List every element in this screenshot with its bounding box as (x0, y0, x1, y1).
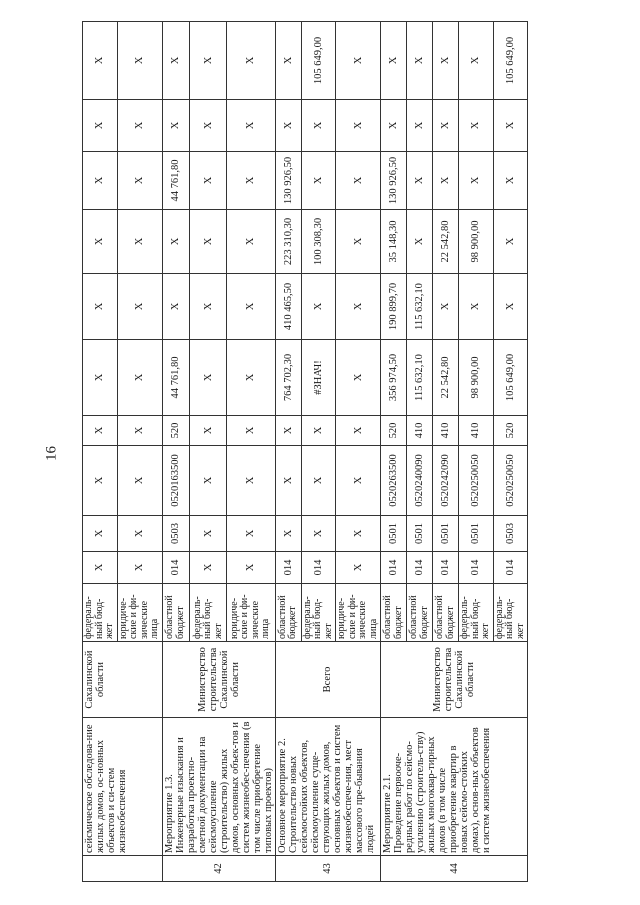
grbs-code: 014 (381, 552, 407, 584)
total-amount: X (117, 340, 162, 416)
amount-2014: X (301, 274, 336, 340)
amount-2014: X (493, 274, 528, 340)
amount-2015: X (493, 210, 528, 274)
target-article-code: X (83, 446, 118, 516)
grbs-code: X (117, 552, 162, 584)
expense-type-code: X (301, 416, 336, 446)
amount-2016: X (336, 152, 381, 210)
total-amount: #ЗНАЧ! (301, 340, 336, 416)
target-article-code: 0520240090 (407, 446, 433, 516)
section-code: 0501 (459, 516, 494, 552)
executor: Сахалинской области (83, 642, 163, 718)
rotated-budget-table-container (82, 22, 582, 882)
measure-name: Мероприятие 2.1. Проведение первооче-редных работ по сейсмо-усилению (строитель-ству) жилых многоквар-тирных домов (в том числе приобретение квартир в новых сейсмо-стойких домах), основ-ных объектов и систем жизнеобеспечения (381, 718, 528, 856)
grbs-code: 014 (162, 552, 190, 584)
target-article-code: 0520250050 (493, 446, 528, 516)
funding-source: федераль-ный бюд-жет (301, 584, 336, 642)
amount-2018: X (162, 22, 190, 100)
target-article-code: X (336, 446, 381, 516)
table-row (381, 22, 407, 882)
amount-2014: X (227, 274, 275, 340)
section-code: X (301, 516, 336, 552)
amount-2014: X (117, 274, 162, 340)
amount-2017: X (407, 100, 433, 152)
amount-2015: X (117, 210, 162, 274)
expense-type-code: 520 (493, 416, 528, 446)
total-amount: 98 900,00 (459, 340, 494, 416)
amount-2016: X (117, 152, 162, 210)
amount-2018: 105 649,00 (493, 22, 528, 100)
grbs-code: X (190, 552, 227, 584)
funding-source: областной бюджет (407, 584, 433, 642)
amount-2018: X (433, 22, 459, 100)
amount-2015: X (83, 210, 118, 274)
grbs-code: 014 (459, 552, 494, 584)
section-code: 0501 (407, 516, 433, 552)
amount-2016: 44 761,80 (162, 152, 190, 210)
grbs-code: X (227, 552, 275, 584)
amount-2015: 100 308,30 (301, 210, 336, 274)
amount-2015: X (190, 210, 227, 274)
target-article-code: X (190, 446, 227, 516)
amount-2015: X (227, 210, 275, 274)
grbs-code: 014 (433, 552, 459, 584)
total-amount: X (227, 340, 275, 416)
amount-2018: X (381, 22, 407, 100)
amount-2014: X (83, 274, 118, 340)
amount-2014: X (336, 274, 381, 340)
funding-source: областной бюджет (433, 584, 459, 642)
expense-type-code: X (275, 416, 301, 446)
target-article-code: X (117, 446, 162, 516)
funding-source: федераль-ный бюд-жет (493, 584, 528, 642)
section-code: 0503 (162, 516, 190, 552)
amount-2018: X (459, 22, 494, 100)
target-article-code: X (227, 446, 275, 516)
page-number: 16 (43, 446, 60, 461)
expense-type-code: 410 (433, 416, 459, 446)
amount-2018: X (190, 22, 227, 100)
amount-2015: 98 900,00 (459, 210, 494, 274)
amount-2018: 105 649,00 (301, 22, 336, 100)
section-code: 0501 (381, 516, 407, 552)
measure-name: сейсмическое обследова-ние жилых домов, ос-новных объектов и си-стем жизнеобеспечения (83, 718, 163, 856)
amount-2017: X (83, 100, 118, 152)
grbs-code: 014 (275, 552, 301, 584)
amount-2017: X (381, 100, 407, 152)
budget-table (82, 21, 528, 882)
section-code: X (275, 516, 301, 552)
amount-2018: X (336, 22, 381, 100)
target-article-code: 0520242090 (433, 446, 459, 516)
amount-2016: X (301, 152, 336, 210)
section-code: 0501 (433, 516, 459, 552)
target-article-code: X (301, 446, 336, 516)
executor: Министерство строительства Сахалинской области (381, 642, 528, 718)
total-amount: 22 542,80 (433, 340, 459, 416)
funding-source: областной бюджет (381, 584, 407, 642)
expense-type-code: 520 (162, 416, 190, 446)
row-number: 44 (381, 856, 528, 882)
amount-2016: X (493, 152, 528, 210)
amount-2015: 22 542,80 (433, 210, 459, 274)
total-amount: 764 702,30 (275, 340, 301, 416)
total-amount: 44 761,80 (162, 340, 190, 416)
row-number: 42 (162, 856, 275, 882)
amount-2016: X (459, 152, 494, 210)
amount-2014: X (433, 274, 459, 340)
funding-source: юридиче-ские и фи-зические лица (227, 584, 275, 642)
amount-2018: X (227, 22, 275, 100)
total-amount: 115 632,10 (407, 340, 433, 416)
table-row (162, 22, 190, 882)
funding-source: областной бюджет (275, 584, 301, 642)
amount-2017: X (227, 100, 275, 152)
measure-name: Мероприятие 1.3. Инженерные изыскания и разработка проектно-сметной документации на сейсмоусиление (строительство) жилых домов, основных объек-тов и систем жизнеобес-печения (в том числе приобретение типовых проектов) (162, 718, 275, 856)
funding-source: федераль-ный бюд-жет (190, 584, 227, 642)
amount-2017: X (336, 100, 381, 152)
amount-2018: X (407, 22, 433, 100)
table-row (83, 22, 118, 882)
section-code: X (227, 516, 275, 552)
amount-2017: X (301, 100, 336, 152)
grbs-code: 014 (301, 552, 336, 584)
target-article-code: 0520263500 (381, 446, 407, 516)
row-number: 43 (275, 856, 381, 882)
total-amount: 356 974,50 (381, 340, 407, 416)
amount-2018: X (275, 22, 301, 100)
amount-2015: 35 148,30 (381, 210, 407, 274)
expense-type-code: X (336, 416, 381, 446)
grbs-code: 014 (493, 552, 528, 584)
funding-source: юридиче-ские и фи-зические лица (336, 584, 381, 642)
amount-2014: 190 899,70 (381, 274, 407, 340)
amount-2017: X (493, 100, 528, 152)
funding-source: областной бюджет (162, 584, 190, 642)
total-amount: X (190, 340, 227, 416)
total-amount: X (83, 340, 118, 416)
target-article-code: 0520163500 (162, 446, 190, 516)
amount-2015: 223 310,30 (275, 210, 301, 274)
amount-2016: X (83, 152, 118, 210)
target-article-code: 0520250050 (459, 446, 494, 516)
row-number (83, 856, 163, 882)
expense-type-code: X (190, 416, 227, 446)
amount-2016: X (433, 152, 459, 210)
expense-type-code: X (227, 416, 275, 446)
executor: Министерство строительства Сахалинской области (162, 642, 275, 718)
funding-source: федераль-ный бюд-жет (459, 584, 494, 642)
total-amount: X (336, 340, 381, 416)
amount-2018: X (117, 22, 162, 100)
amount-2017: X (162, 100, 190, 152)
amount-2016: X (190, 152, 227, 210)
grbs-code: X (336, 552, 381, 584)
amount-2015: X (162, 210, 190, 274)
expense-type-code: X (117, 416, 162, 446)
target-article-code: X (275, 446, 301, 516)
grbs-code: 014 (407, 552, 433, 584)
section-code: X (83, 516, 118, 552)
amount-2015: X (407, 210, 433, 274)
section-code: X (117, 516, 162, 552)
expense-type-code: 410 (459, 416, 494, 446)
amount-2017: X (275, 100, 301, 152)
amount-2015: X (336, 210, 381, 274)
amount-2016: 130 926,50 (381, 152, 407, 210)
grbs-code: X (83, 552, 118, 584)
amount-2017: X (433, 100, 459, 152)
amount-2017: X (190, 100, 227, 152)
expense-type-code: 520 (381, 416, 407, 446)
total-amount: 105 649,00 (493, 340, 528, 416)
amount-2014: 410 465,50 (275, 274, 301, 340)
amount-2014: X (162, 274, 190, 340)
amount-2014: 115 632,10 (407, 274, 433, 340)
amount-2017: X (459, 100, 494, 152)
table-row (275, 22, 301, 882)
amount-2017: X (117, 100, 162, 152)
amount-2016: 130 926,50 (275, 152, 301, 210)
amount-2016: X (227, 152, 275, 210)
budget-table-body (83, 22, 528, 882)
funding-source: юридиче-ские и фи-зические лица (117, 584, 162, 642)
expense-type-code: X (83, 416, 118, 446)
section-code: X (336, 516, 381, 552)
funding-source: федераль-ный бюд-жет (83, 584, 118, 642)
amount-2018: X (83, 22, 118, 100)
section-code: X (190, 516, 227, 552)
amount-2014: X (459, 274, 494, 340)
expense-type-code: 410 (407, 416, 433, 446)
amount-2014: X (190, 274, 227, 340)
measure-name: Основное мероприятие 2. Строительство новых сейсмостойких объектов, сейсмоусиление суще-ствующих жилых домов, основных объектов и систем жизнеобеспече-ния, мест массового пре-бывания людей (275, 718, 381, 856)
section-code: 0503 (493, 516, 528, 552)
amount-2016: X (407, 152, 433, 210)
executor: Всего (275, 642, 381, 718)
